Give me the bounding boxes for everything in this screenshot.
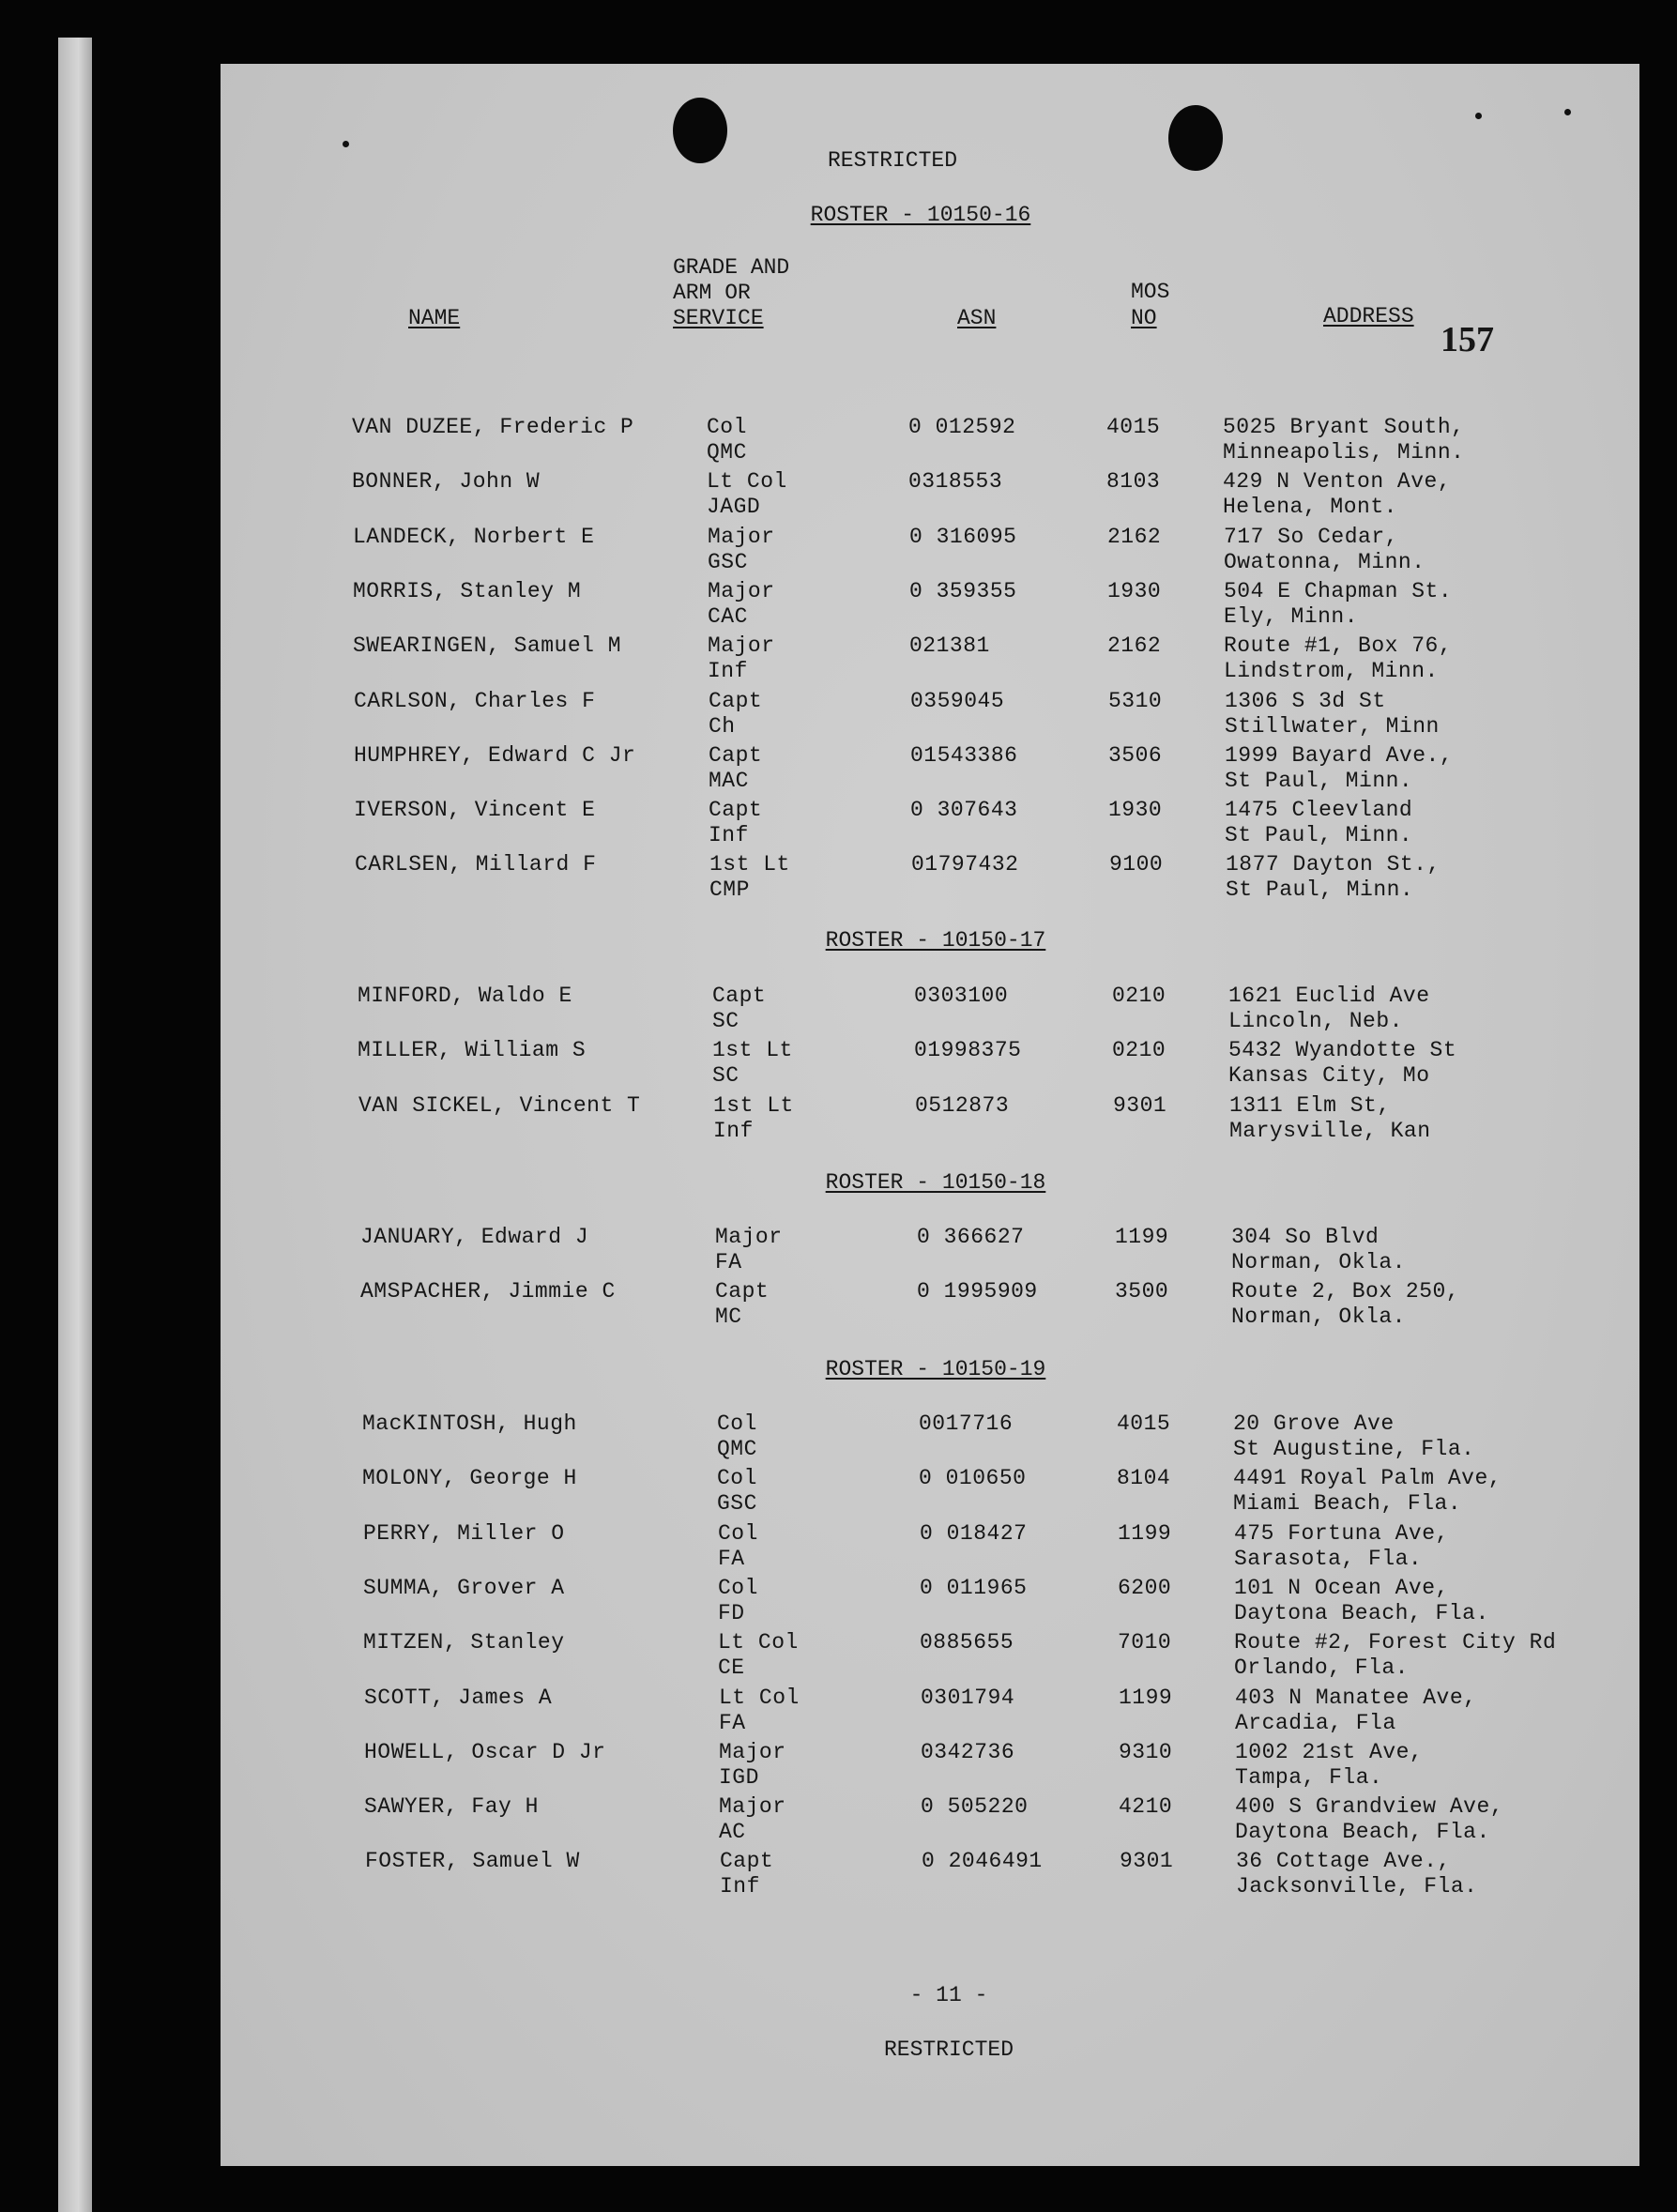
entry-grade: Capt [712,984,767,1008]
entry-address-line1: 101 N Ocean Ave, [1234,1576,1449,1600]
entry-address-line2: Norman, Okla. [1231,1304,1406,1329]
entry-name: FOSTER, Samuel W [365,1849,580,1873]
entry-mos: 6200 [1118,1576,1172,1600]
col-header-address: ADDRESS [1323,304,1414,328]
entry-address-line2: Marysville, Kan [1229,1119,1431,1143]
entry-asn: 021381 [909,633,990,658]
entry-asn: 01797432 [911,852,1019,877]
entry-address-line1: 36 Cottage Ave., [1236,1849,1451,1873]
entry-grade: Major [719,1794,786,1819]
entry-asn: 0 359355 [909,579,1017,603]
entry-address-line1: 1621 Euclid Ave [1228,984,1430,1008]
entry-name: JANUARY, Edward J [360,1225,589,1249]
entry-name: MINFORD, Waldo E [358,984,572,1008]
speck [1564,109,1571,115]
entry-service: IGD [719,1765,759,1790]
entry-asn: 0303100 [914,984,1009,1008]
entry-address-line1: 1002 21st Ave, [1235,1740,1424,1764]
entry-asn: 0318553 [908,469,1003,494]
entry-name: CARLSON, Charles F [354,689,596,713]
entry-grade: 1st Lt [713,1093,794,1118]
document-page [221,64,1639,2166]
entry-name: MITZEN, Stanley [363,1630,565,1655]
entry-service: CE [718,1655,745,1680]
entry-grade: Col [718,1521,758,1546]
entry-asn: 0 1995909 [917,1279,1038,1304]
entry-mos: 1199 [1118,1521,1172,1546]
entry-address-line2: Owatonna, Minn. [1224,550,1425,574]
entry-address-line1: 400 S Grandview Ave, [1235,1794,1504,1819]
entry-service: SC [712,1009,739,1033]
entry-mos: 4015 [1117,1411,1171,1436]
roster-title-text: ROSTER - 10150-17 [825,928,1046,953]
entry-address-line2: Kansas City, Mo [1228,1063,1430,1088]
roster-title [211,203,1630,227]
entry-address-line1: 20 Grove Ave [1233,1411,1395,1436]
classification-top: RESTRICTED [827,148,958,173]
entry-mos: 2162 [1107,525,1162,549]
entry-grade: Capt [709,743,763,768]
entry-name: SUMMA, Grover A [363,1576,565,1600]
speck [1475,113,1482,119]
entry-address-line2: Helena, Mont. [1223,495,1397,519]
entry-address-line1: 5432 Wyandotte St [1228,1038,1457,1062]
entry-address-line1: 429 N Venton Ave, [1223,469,1452,494]
entry-grade: Lt Col [707,469,787,494]
entry-service: Inf [713,1119,754,1143]
entry-address-line1: 4491 Royal Palm Ave, [1233,1466,1502,1490]
entry-address-line2: Stillwater, Minn [1225,714,1440,739]
entry-name: MORRIS, Stanley M [353,579,582,603]
scan-margin-strip [58,38,92,2212]
entry-mos: 3500 [1115,1279,1169,1304]
entry-address-line2: Sarasota, Fla. [1234,1547,1423,1571]
entry-grade: Major [708,525,775,549]
entry-mos: 1199 [1115,1225,1169,1249]
entry-mos: 0210 [1112,984,1166,1008]
entry-asn: 0342736 [921,1740,1015,1764]
entry-service: QMC [717,1437,757,1461]
entry-name: SAWYER, Fay H [364,1794,539,1819]
entry-name: MOLONY, George H [362,1466,577,1490]
roster-title-text: ROSTER - 10150-16 [810,203,1031,227]
roster-title [226,1170,1645,1195]
entry-name: HUMPHREY, Edward C Jr [354,743,636,768]
col-header-grade-line1: GRADE AND [673,255,790,280]
entry-asn: 0 505220 [921,1794,1029,1819]
entry-address-line1: 1999 Bayard Ave., [1225,743,1454,768]
entry-grade: Lt Col [719,1686,800,1710]
entry-grade: Major [708,633,775,658]
entry-address-line1: 1877 Dayton St., [1226,852,1441,877]
entry-name: BONNER, John W [352,469,541,494]
entry-name: CARLSEN, Millard F [355,852,597,877]
col-header-grade-line2: ARM OR [673,281,751,305]
entry-service: FA [719,1711,746,1735]
entry-asn: 01543386 [910,743,1018,768]
entry-mos: 4210 [1119,1794,1173,1819]
entry-address-line1: 1475 Cleevland [1225,798,1413,822]
entry-asn: 0512873 [915,1093,1010,1118]
roster-title [226,1357,1645,1381]
entry-grade: Col [718,1576,758,1600]
entry-service: SC [712,1063,739,1088]
entry-address-line1: 475 Fortuna Ave, [1234,1521,1449,1546]
entry-address-line2: Lindstrom, Minn. [1224,659,1439,683]
entry-mos: 9310 [1119,1740,1173,1764]
entry-name: IVERSON, Vincent E [354,798,596,822]
entry-grade: Major [719,1740,786,1764]
entry-service: FD [718,1601,745,1625]
entry-service: Inf [720,1874,760,1899]
entry-grade: Lt Col [718,1630,799,1655]
col-header-name: NAME [408,306,461,330]
entry-asn: 0885655 [920,1630,1014,1655]
entry-address-line2: Lincoln, Neb. [1228,1009,1403,1033]
entry-mos: 7010 [1118,1630,1172,1655]
entry-grade: Col [717,1466,757,1490]
entry-name: VAN DUZEE, Frederic P [352,415,634,439]
entry-address-line2: St Augustine, Fla. [1233,1437,1475,1461]
entry-mos: 8103 [1106,469,1161,494]
entry-address-line2: Arcadia, Fla [1235,1711,1396,1735]
classification-bottom: RESTRICTED [883,2037,1014,2062]
entry-mos: 1930 [1108,798,1163,822]
entry-address-line1: 1311 Elm St, [1229,1093,1391,1118]
entry-mos: 5310 [1108,689,1163,713]
roster-title-text: ROSTER - 10150-18 [825,1170,1046,1195]
entry-address-line2: St Paul, Minn. [1226,877,1414,902]
speck [343,141,349,147]
entry-address-line2: St Paul, Minn. [1225,823,1413,847]
entry-address-line2: Orlando, Fla. [1234,1655,1409,1680]
entry-service: MC [715,1304,742,1329]
entry-service: Ch [709,714,736,739]
entry-asn: 0 012592 [908,415,1016,439]
entry-address-line1: 403 N Manatee Ave, [1235,1686,1477,1710]
entry-address-line2: Norman, Okla. [1231,1250,1406,1274]
roster-title-text: ROSTER - 10150-19 [825,1357,1046,1381]
entry-address-line2: Daytona Beach, Fla. [1234,1601,1489,1625]
entry-address-line1: Route #2, Forest City Rd [1234,1630,1557,1655]
entry-grade: Capt [709,798,763,822]
entry-mos: 4015 [1106,415,1161,439]
entry-grade: Col [717,1411,757,1436]
entry-asn: 0 018427 [920,1521,1028,1546]
entry-service: CMP [709,877,750,902]
entry-grade: Major [715,1225,783,1249]
entry-name: AMSPACHER, Jimmie C [360,1279,616,1304]
entry-mos: 0210 [1112,1038,1166,1062]
entry-mos: 1199 [1119,1686,1173,1710]
entry-name: MacKINTOSH, Hugh [362,1411,577,1436]
entry-service: CAC [708,604,748,629]
entry-service: Inf [708,659,748,683]
entry-mos: 9100 [1109,852,1164,877]
entry-asn: 0359045 [910,689,1005,713]
entry-address-line1: Route 2, Box 250, [1231,1279,1460,1304]
entry-asn: 0 010650 [919,1466,1027,1490]
entry-service: MAC [709,769,749,793]
entry-address-line2: Ely, Minn. [1224,604,1359,629]
roster-title [226,928,1645,953]
entry-service: Inf [709,823,749,847]
entry-asn: 0 366627 [917,1225,1025,1249]
entry-address-line1: 5025 Bryant South, [1223,415,1465,439]
entry-grade: Capt [715,1279,770,1304]
entry-asn: 0 011965 [920,1576,1028,1600]
entry-mos: 3506 [1108,743,1163,768]
col-header-grade-line3: SERVICE [673,306,764,330]
entry-address-line2: Minneapolis, Minn. [1223,440,1465,465]
entry-service: QMC [707,440,747,465]
entry-grade: 1st Lt [712,1038,793,1062]
page-stamp: 157 [1441,320,1494,359]
entry-name: HOWELL, Oscar D Jr [364,1740,606,1764]
entry-grade: Capt [720,1849,774,1873]
entry-mos: 2162 [1107,633,1162,658]
entry-mos: 9301 [1113,1093,1167,1118]
entry-mos: 8104 [1117,1466,1171,1490]
entry-address-line1: 1306 S 3d St [1225,689,1386,713]
entry-service: FA [715,1250,742,1274]
entry-mos: 1930 [1107,579,1162,603]
entry-name: SCOTT, James A [364,1686,553,1710]
entry-asn: 0 316095 [909,525,1017,549]
entry-asn: 0017716 [919,1411,1014,1436]
entry-name: VAN SICKEL, Vincent T [358,1093,641,1118]
entry-service: GSC [717,1491,757,1516]
entry-service: GSC [708,550,748,574]
entry-asn: 0 2046491 [922,1849,1043,1873]
entry-grade: Col [707,415,747,439]
entry-name: MILLER, William S [358,1038,587,1062]
entry-asn: 0 307643 [910,798,1018,822]
entry-asn: 01998375 [914,1038,1022,1062]
entry-address-line2: Tampa, Fla. [1235,1765,1383,1790]
entry-name: SWEARINGEN, Samuel M [353,633,622,658]
entry-address-line1: 717 So Cedar, [1224,525,1398,549]
entry-asn: 0301794 [921,1686,1015,1710]
entry-grade: Capt [709,689,763,713]
page-number: - 11 - [909,1983,988,2007]
col-header-mos-line2: NO [1131,306,1157,330]
entry-grade: 1st Lt [709,852,790,877]
entry-mos: 9301 [1120,1849,1174,1873]
entry-grade: Major [708,579,775,603]
entry-address-line2: St Paul, Minn. [1225,769,1413,793]
entry-service: FA [718,1547,745,1571]
entry-address-line1: 504 E Chapman St. [1224,579,1453,603]
entry-address-line2: Daytona Beach, Fla. [1235,1820,1490,1844]
col-header-mos-line1: MOS [1131,280,1170,304]
entry-name: LANDECK, Norbert E [353,525,595,549]
entry-address-line1: 304 So Blvd [1231,1225,1380,1249]
entry-service: JAGD [707,495,761,519]
col-header-asn: ASN [957,306,997,330]
entry-address-line1: Route #1, Box 76, [1224,633,1453,658]
entry-service: AC [719,1820,746,1844]
entry-name: PERRY, Miller O [363,1521,565,1546]
entry-address-line2: Jacksonville, Fla. [1236,1874,1478,1899]
entry-address-line2: Miami Beach, Fla. [1233,1491,1462,1516]
